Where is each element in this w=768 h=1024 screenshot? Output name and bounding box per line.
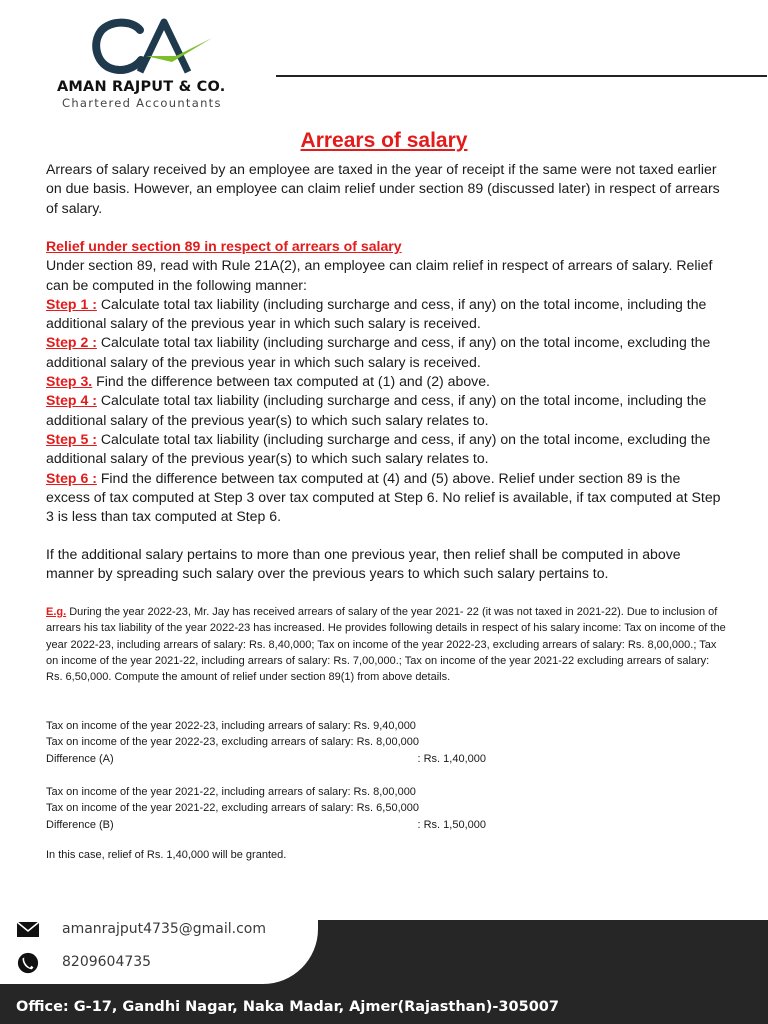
step-text: Calculate total tax liability (including surcharge and cess, if any) on the total income, excluding the additional salary of the previous year in which such salary is received. (46, 334, 711, 370)
step-label: Step 5 : (46, 430, 97, 447)
email-link[interactable]: amanrajput4735@gmail.com (62, 921, 267, 937)
phone-link[interactable]: 8209604735 (62, 954, 152, 970)
step-label: Step 6 : (46, 469, 97, 486)
step-label: Step 4 : (46, 392, 97, 409)
difference-row (46, 751, 486, 767)
step-item (46, 372, 726, 391)
letterhead (0, 0, 768, 120)
step-item (46, 333, 726, 372)
calc-line: Tax on income of the year 2022-23, including arrears of salary: Rs. 9,40,000 (46, 720, 416, 732)
calculation-b (46, 784, 486, 833)
envelope-icon (16, 919, 40, 939)
calc-line: Tax on income of the year 2021-22, excluding arrears of salary: Rs. 6,50,000 (46, 802, 419, 815)
calc-line: Tax on income of the year 2022-23, excluding arrears of salary: Rs. 8,00,000 (46, 736, 419, 749)
step-item (46, 469, 726, 527)
step-item (46, 430, 726, 469)
conclusion-text: In this case, relief of Rs. 1,40,000 will be granted. (46, 849, 287, 861)
step-text: Calculate total tax liability (including surcharge and cess, if any) on the total income, including the additional salary of the previous year(s) to which such salary relates to. (46, 392, 707, 428)
contact-email-row (16, 919, 266, 939)
step-item (46, 295, 726, 334)
ca-logo (88, 16, 218, 78)
calc-line: Tax on income of the year 2021-22, including arrears of salary: Rs. 8,00,000 (46, 786, 416, 798)
step-text: Find the difference between tax computed at (1) and (2) above. (92, 373, 490, 390)
section-89-heading: Relief under section 89 in respect of arrears of salary (46, 238, 402, 254)
office-address: Office: G-17, Gandhi Nagar, Naka Madar, Ajmer(Rajasthan)-305007 (16, 999, 559, 1015)
example-text: During the year 2022-23, Mr. Jay has received arrears of salary of the year 2021- 22 (it was not taxed in 2021-22). Due to inclusion of arrears his tax liability of the year 2022-23 has increased. He provides following details in respect of his salary income: Tax on income of the year 2022-23, including arrears of salary: Rs. 8,40,000; Tax on income of the year 2022-23, excluding arrears of salary: Rs. 8,00,000.; Tax on income of the year 2021-22, including arrears of salary: Rs. 7,00,000.; Tax on income of the year 2021-22 excluding arrears of salary: Rs. 6,50,000. Compute the amount of relief under section 89(1) from above details. (46, 606, 726, 684)
step-text: Calculate total tax liability (including surcharge and cess, if any) on the total income, excluding the additional salary of the previous year(s) to which such salary relates to. (46, 430, 711, 467)
difference-value: : Rs. 1,50,000 (417, 818, 486, 831)
section-89-block (46, 237, 726, 526)
difference-label: Difference (A) (46, 752, 114, 765)
step-label: Step 1 : (46, 295, 97, 312)
contact-phone-row (16, 952, 151, 972)
calculation-a (46, 718, 486, 767)
step-text: Calculate total tax liability (including surcharge and cess, if any) on the total income, including the additional salary of the previous year in which such salary is received. (46, 295, 707, 332)
example-label: E.g. (46, 606, 67, 618)
difference-row (46, 817, 486, 833)
example-paragraph (46, 604, 726, 685)
multi-year-paragraph: If the additional salary pertains to more than one previous year, then relief shall be computed in above manner by spreading such salary over the previous years to which such salary pertains to. (46, 546, 681, 582)
header-divider (276, 75, 767, 77)
difference-value: : Rs. 1,40,000 (417, 752, 486, 765)
step-label: Step 3. (46, 373, 93, 390)
step-item (46, 391, 726, 430)
intro-paragraph: Arrears of salary received by an employee are taxed in the year of receipt if the same were not taxed earlier on due basis. However, an employee can claim relief under section 89 (discussed later) in respect of arrears of salary. (46, 161, 720, 216)
step-label: Step 2 : (46, 334, 97, 351)
firm-subtitle: Chartered Accountants (62, 96, 222, 110)
phone-icon (16, 952, 40, 972)
difference-label: Difference (B) (46, 818, 114, 831)
section-89-lead: Under section 89, read with Rule 21A(2), an employee can claim relief in respect of arrears of salary. Relief can be computed in the following manner: (46, 257, 713, 293)
step-text: Find the difference between tax computed at (4) and (5) above. Relief under section 89 is the excess of tax computed at Step 3 over tax computed at Step 6. No relief is available, if tax computed at Step 3 is less than tax computed at Step 6. (46, 469, 721, 525)
page-title: Arrears of salary (300, 129, 468, 152)
firm-name: AMAN RAJPUT & CO. (57, 79, 226, 95)
